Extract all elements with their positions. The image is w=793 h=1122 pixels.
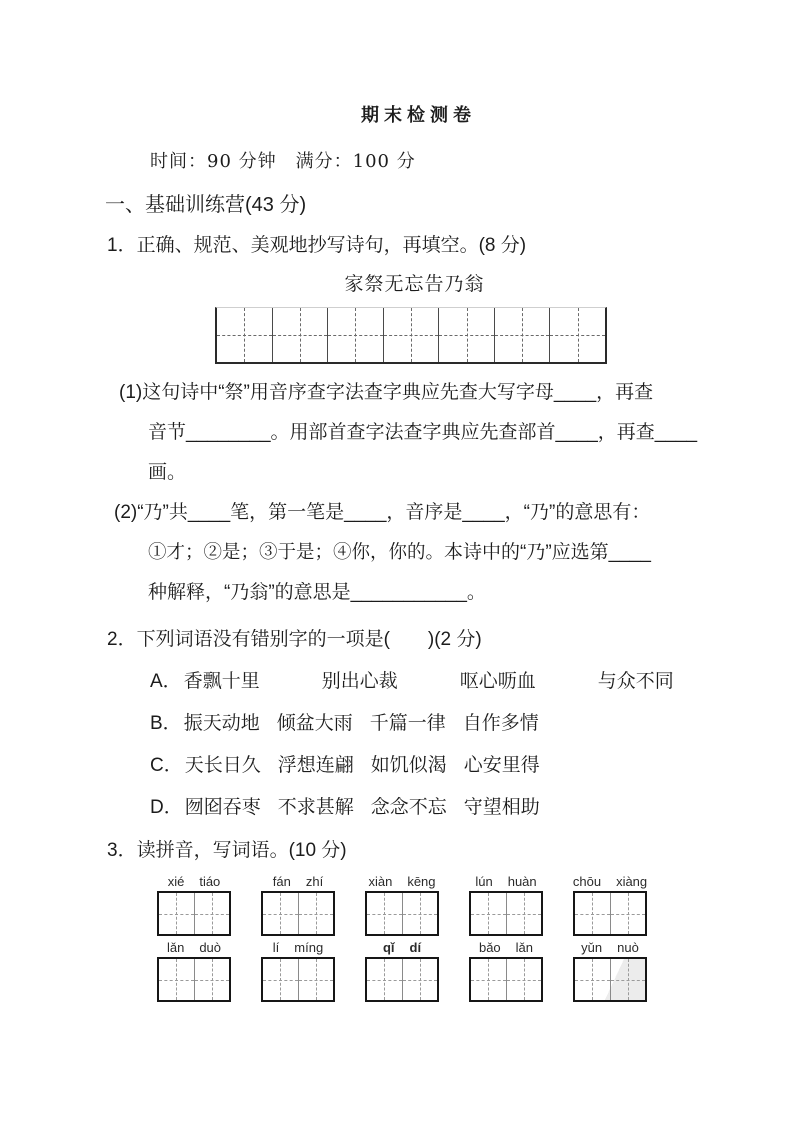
question2-stem: 2．下列词语没有错别字的一项是( )(2 分) [107,629,482,650]
option-a-word: 与众不同 [597,671,674,692]
section1-heading: 一、基础训练营(43 分) [105,194,307,216]
pinyin-word-unit [469,940,543,1002]
writing-cell [402,959,438,1000]
option-b-word: 振天动地 [183,713,260,734]
writing-grid [261,957,335,1002]
pinyin-label [157,874,231,890]
meaning-options-text: ①才；②是；③于是；④你，你的。 [148,542,445,563]
pinyin-syllable: xié [167,874,185,889]
pinyin-row-1 [157,874,647,936]
pinyin-label [573,940,647,956]
pinyin-syllable: qǐ [382,940,395,955]
pinyin-syllable: lún [475,874,493,889]
option-c-word: 浮想连翩 [277,755,354,776]
question1-stem: 1．正确、规范、美观地抄写诗句，再填空。(8 分) [107,235,527,256]
option-c-label: C． [150,755,183,776]
pinyin-label [261,874,335,890]
copy-grid-cell [384,308,440,362]
pinyin-syllable: xiàng [616,874,648,889]
pinyin-label [573,874,647,890]
pinyin-label [365,940,439,956]
pinyin-label [157,940,231,956]
option-a-label: A． [150,671,182,692]
option-d-word: 囫囵吞枣 [184,797,261,818]
question3-stem: 3．读拼音，写词语。(10 分) [107,840,347,861]
writing-cell [575,959,610,1000]
question1-sub2-line1: (2)“乃”共____笔，第一笔是____，音序是____，“乃”的意思有： [114,502,651,523]
writing-grid [469,891,543,936]
writing-cell [575,893,610,934]
writing-grid [573,891,647,936]
pinyin-word-unit [365,874,439,936]
copy-grid-cell [273,308,329,362]
option-d-label: D． [150,797,183,818]
writing-grid [365,891,439,936]
pinyin-syllable: huàn [507,874,537,889]
writing-cell [263,959,298,1000]
option-c-word: 心安里得 [463,755,540,776]
pinyin-label [469,874,543,890]
writing-cell [298,893,334,934]
option-d-word: 念念不忘 [370,797,447,818]
option-c-row [150,750,540,777]
question1-sub1-line3: 画。 [148,462,187,483]
copy-grid-cell [328,308,384,362]
pinyin-syllable: zhí [305,874,324,889]
pinyin-syllable: nuò [617,940,639,955]
copy-writing-grid [215,307,607,364]
poem-line: 家祭无忘告乃翁 [344,273,485,295]
writing-cell [367,959,402,1000]
pinyin-word-unit [365,940,439,1002]
pinyin-syllable: míng [294,940,324,955]
writing-grid [157,891,231,936]
option-a-word: 别出心裁 [321,671,398,692]
option-b-word: 千篇一律 [369,713,446,734]
option-b-row [150,708,539,735]
pinyin-label [261,940,335,956]
writing-grid [261,891,335,936]
pinyin-syllable: tiáo [199,874,221,889]
writing-grid [157,957,231,1002]
writing-cell [610,893,646,934]
option-a-row [150,666,674,693]
pinyin-syllable: xiàn [368,874,393,889]
writing-cell [159,959,194,1000]
option-d-word: 守望相助 [463,797,540,818]
option-b-label: B． [150,713,182,734]
pinyin-syllable: duò [199,940,222,955]
pinyin-syllable: lǎn [166,940,185,955]
writing-cell [402,893,438,934]
pinyin-word-unit [157,940,231,1002]
copy-grid-cell [550,308,605,362]
option-a-word: 香飘十里 [183,671,260,692]
question1-sub2-line3: 种解释，“乃翁”的意思是___________。 [148,582,486,603]
question1-sub2-line2-rest: 本诗中的“乃”应选第____ [444,542,651,563]
writing-cell [194,893,230,934]
paper-title: 期末检测卷 [361,105,476,126]
pinyin-word-unit [261,940,335,1002]
writing-cell [263,893,298,934]
writing-grid [469,957,543,1002]
pinyin-word-unit [573,940,647,1002]
copy-grid-cell [439,308,495,362]
option-d-row [150,792,540,819]
copy-grid-cell [217,308,273,362]
writing-cell [367,893,402,934]
writing-cell [194,959,230,1000]
writing-cell [298,959,334,1000]
option-d-word: 不求甚解 [277,797,354,818]
question1-sub2-line2 [148,537,651,564]
option-a-word: 呕心呖血 [459,671,536,692]
option-b-word: 倾盆大雨 [276,713,353,734]
option-b-word: 自作多情 [462,713,539,734]
pinyin-word-unit [469,874,543,936]
writing-grid [365,957,439,1002]
writing-cell [471,959,506,1000]
pinyin-syllable: dí [409,940,422,955]
pinyin-label [365,874,439,890]
writing-cell [159,893,194,934]
question1-sub1-line1: (1)这句诗中“祭”用音序查字法查字典应先查大写字母____，再查 [119,382,654,403]
pinyin-syllable: fán [272,874,291,889]
writing-cell [506,893,542,934]
pinyin-label [469,940,543,956]
writing-cell [610,959,646,1000]
copy-grid-cell [495,308,551,362]
pinyin-syllable: bǎo [478,940,501,955]
pinyin-syllable: yǔn [581,940,603,955]
writing-cell [471,893,506,934]
pinyin-syllable: lǎn [515,940,534,955]
pinyin-row-2 [157,940,647,1002]
pinyin-word-unit [157,874,231,936]
writing-grid [573,957,647,1002]
pinyin-word-unit [573,874,647,936]
question1-sub1-line2: 音节________。用部首查字法查字典应先查部首____，再查____ [148,422,698,443]
writing-cell [506,959,542,1000]
pinyin-syllable: lí [272,940,280,955]
pinyin-syllable: kēng [407,874,436,889]
option-c-word: 如饥似渴 [370,755,447,776]
pinyin-syllable: chōu [572,874,602,889]
pinyin-word-unit [261,874,335,936]
time-score-line: 时间：90 分钟 满分：100 分 [150,151,416,172]
option-c-word: 天长日久 [184,755,261,776]
